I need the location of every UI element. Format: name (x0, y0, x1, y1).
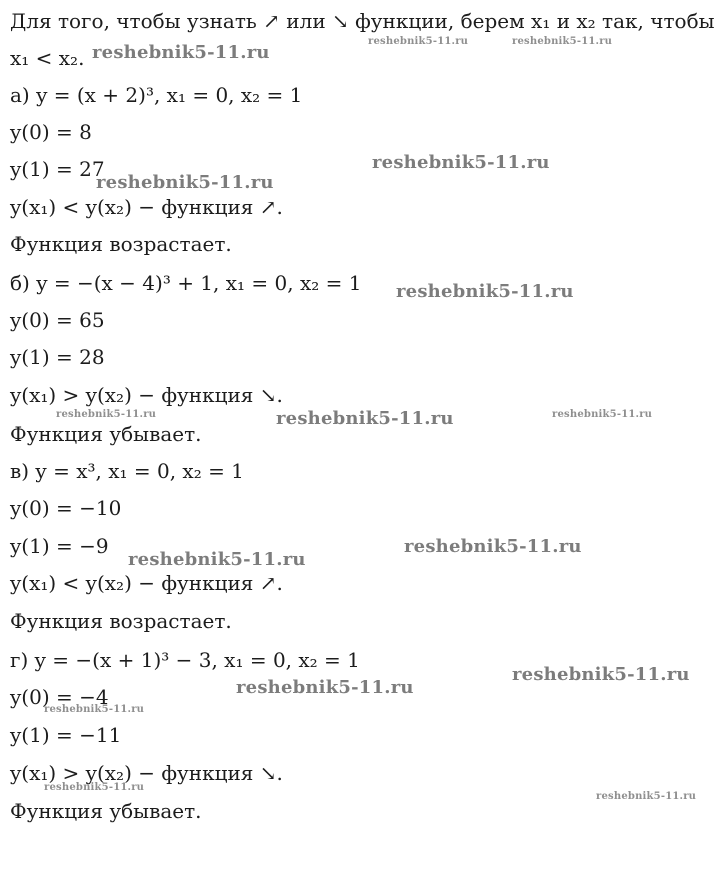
intro-condition: x₁ < x₂. (10, 46, 85, 70)
watermark: reshebnik5-11.ru (92, 42, 270, 63)
watermark: reshebnik5-11.ru (396, 281, 574, 302)
watermark: reshebnik5-11.ru (368, 36, 469, 47)
part-d-conclusion: Функция убывает. (10, 799, 202, 823)
part-b-y1: y(1) = 28 (10, 345, 105, 369)
part-c-y0: y(0) = −10 (10, 496, 122, 520)
part-b-y0: y(0) = 65 (10, 308, 105, 332)
part-c-y1: y(1) = −9 (10, 534, 109, 558)
watermark: reshebnik5-11.ru (44, 782, 145, 793)
part-d-y1: y(1) = −11 (10, 723, 122, 747)
watermark: reshebnik5-11.ru (596, 791, 697, 802)
part-d-comparison: y(x₁) > y(x₂) − функция ↘. (10, 761, 283, 785)
part-d-y0: y(0) = −4 (10, 685, 109, 709)
part-b-comparison: y(x₁) > y(x₂) − функция ↘. (10, 383, 283, 407)
watermark: reshebnik5-11.ru (404, 536, 582, 557)
intro-line: Для того, чтобы узнать ↗ или ↘ функции, берем x₁ и x₂ так, чтобы (10, 9, 715, 33)
part-d-function: г) y = −(x + 1)³ − 3, x₁ = 0, x₂ = 1 (10, 648, 360, 672)
watermark: reshebnik5-11.ru (372, 152, 550, 173)
watermark: reshebnik5-11.ru (512, 664, 690, 685)
part-b-function: б) y = −(x − 4)³ + 1, x₁ = 0, x₂ = 1 (10, 271, 362, 295)
watermark: reshebnik5-11.ru (236, 677, 414, 698)
watermark: reshebnik5-11.ru (512, 36, 613, 47)
watermark: reshebnik5-11.ru (128, 549, 306, 570)
part-a-conclusion: Функция возрастает. (10, 232, 232, 256)
part-b-conclusion: Функция убывает. (10, 422, 202, 446)
part-a-function: а) y = (x + 2)³, x₁ = 0, x₂ = 1 (10, 83, 303, 107)
part-a-y1: y(1) = 27 (10, 157, 105, 181)
part-a-comparison: y(x₁) < y(x₂) − функция ↗. (10, 195, 283, 219)
watermark: reshebnik5-11.ru (96, 172, 274, 193)
watermark: reshebnik5-11.ru (56, 409, 157, 420)
part-c-function: в) y = x³, x₁ = 0, x₂ = 1 (10, 459, 244, 483)
part-a-y0: y(0) = 8 (10, 120, 92, 144)
watermark: reshebnik5-11.ru (44, 704, 145, 715)
watermark: reshebnik5-11.ru (552, 409, 653, 420)
part-c-conclusion: Функция возрастает. (10, 609, 232, 633)
watermark: reshebnik5-11.ru (276, 408, 454, 429)
part-c-comparison: y(x₁) < y(x₂) − функция ↗. (10, 571, 283, 595)
